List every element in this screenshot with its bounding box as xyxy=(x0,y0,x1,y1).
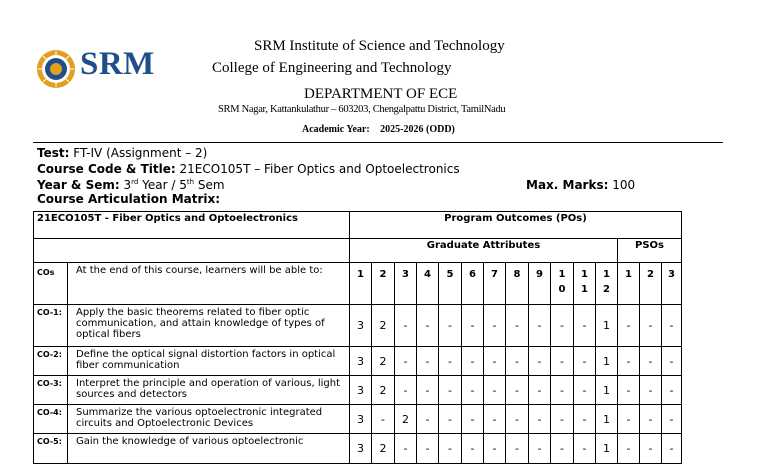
cos-header: COs xyxy=(34,263,68,305)
mapping-cell: - xyxy=(484,347,506,376)
mapping-cell: - xyxy=(417,434,439,464)
address: SRM Nagar, Kattankulathur – 603203, Chengalpattu District, TamilNadu xyxy=(218,104,506,115)
co-label: CO-3: xyxy=(34,376,68,405)
mapping-cell: - xyxy=(506,376,529,405)
mapping-cell: - xyxy=(462,376,484,405)
academic-year-value: 2025-2026 (ODD) xyxy=(380,124,455,135)
mapping-cell: - xyxy=(506,305,529,347)
marks-line xyxy=(526,178,635,192)
co-label: CO-1: xyxy=(34,305,68,347)
mapping-cell: - xyxy=(439,405,462,434)
mapping-cell: - xyxy=(529,376,551,405)
year-line xyxy=(37,178,225,192)
mapping-cell: - xyxy=(640,405,662,434)
test-value: FT-IV (Assignment – 2) xyxy=(73,146,208,160)
po-number-7: 7 xyxy=(484,263,506,305)
po-number-6: 6 xyxy=(462,263,484,305)
mapping-cell: - xyxy=(395,305,417,347)
year-value: 3rd Year / 5th Sem xyxy=(123,178,225,192)
department-name: DEPARTMENT OF ECE xyxy=(304,86,458,102)
psos-header: PSOs xyxy=(618,239,682,263)
co-label: CO-4: xyxy=(34,405,68,434)
mapping-cell: - xyxy=(662,305,682,347)
mapping-cell: - xyxy=(417,376,439,405)
mapping-cell: - xyxy=(484,305,506,347)
mapping-cell: - xyxy=(417,405,439,434)
mapping-cell: - xyxy=(439,376,462,405)
mapping-cell: - xyxy=(417,347,439,376)
mapping-cell: - xyxy=(484,376,506,405)
college-name: College of Engineering and Technology xyxy=(212,60,452,76)
header-divider xyxy=(33,142,723,143)
mapping-cell: - xyxy=(618,376,640,405)
mapping-cell: - xyxy=(574,405,596,434)
srm-seal-icon xyxy=(36,49,76,89)
po-number-10: 10 xyxy=(551,263,574,305)
mapping-cell: - xyxy=(618,405,640,434)
mapping-cell: - xyxy=(640,376,662,405)
mapping-cell: - xyxy=(640,434,662,464)
course-label: Course Code & Title: xyxy=(37,162,176,176)
co-description: Interpret the principle and operation of various, light sources and detectors xyxy=(68,376,350,405)
mapping-cell: - xyxy=(551,434,574,464)
table-row xyxy=(34,434,682,464)
pso-number-1: 1 xyxy=(618,263,640,305)
mapping-cell: - xyxy=(662,347,682,376)
mapping-cell: - xyxy=(640,305,662,347)
course-line xyxy=(37,162,460,176)
mapping-cell: 3 xyxy=(350,376,372,405)
mapping-cell: - xyxy=(574,434,596,464)
mapping-cell: - xyxy=(551,347,574,376)
po-number-3: 3 xyxy=(395,263,417,305)
mapping-cell: 2 xyxy=(395,405,417,434)
mapping-cell: - xyxy=(618,305,640,347)
co-description: Summarize the various optoelectronic integrated circuits and Optoelectronic Devices xyxy=(68,405,350,434)
mapping-cell: - xyxy=(417,305,439,347)
mapping-cell: 1 xyxy=(596,376,618,405)
mapping-cell: - xyxy=(484,434,506,464)
marks-value: 100 xyxy=(612,178,636,192)
mapping-cell: - xyxy=(551,405,574,434)
pso-number-2: 2 xyxy=(640,263,662,305)
mapping-cell: - xyxy=(640,347,662,376)
blank-header-cell xyxy=(34,239,350,263)
graduate-attributes-header: Graduate Attributes xyxy=(350,239,618,263)
srm-logo xyxy=(36,48,176,92)
articulation-matrix xyxy=(33,211,682,464)
mapping-cell: - xyxy=(395,347,417,376)
institute-name: SRM Institute of Science and Technology xyxy=(254,38,505,54)
mapping-cell: - xyxy=(618,347,640,376)
mapping-cell: 1 xyxy=(596,434,618,464)
academic-year xyxy=(302,124,455,135)
mapping-cell: - xyxy=(484,405,506,434)
course-value: 21ECO105T – Fiber Optics and Optoelectronics xyxy=(179,162,460,176)
mapping-cell: - xyxy=(662,405,682,434)
co-label: CO-5: xyxy=(34,434,68,464)
mapping-cell: - xyxy=(574,347,596,376)
mapping-cell: 3 xyxy=(350,405,372,434)
po-number-1: 1 xyxy=(350,263,372,305)
program-outcomes-header: Program Outcomes (POs) xyxy=(350,212,682,239)
year-label: Year & Sem: xyxy=(37,178,120,192)
po-number-5: 5 xyxy=(439,263,462,305)
mapping-cell: 1 xyxy=(596,405,618,434)
po-number-2: 2 xyxy=(372,263,395,305)
mapping-cell: - xyxy=(439,434,462,464)
academic-year-label: Academic Year: xyxy=(302,124,370,135)
mapping-cell: - xyxy=(395,434,417,464)
mapping-cell: 2 xyxy=(372,376,395,405)
co-description: Define the optical signal distortion factors in optical fiber communication xyxy=(68,347,350,376)
mapping-cell: - xyxy=(372,405,395,434)
co-label: CO-2: xyxy=(34,347,68,376)
co-description: Apply the basic theorems related to fiber optic communication, and attain knowledge of types of optical fibers xyxy=(68,305,350,347)
mapping-cell: - xyxy=(662,434,682,464)
po-number-9: 9 xyxy=(529,263,551,305)
logo-wordmark: SRM xyxy=(80,46,155,82)
mapping-cell: - xyxy=(662,376,682,405)
desc-header: At the end of this course, learners will be able to: xyxy=(68,263,350,305)
po-number-4: 4 xyxy=(417,263,439,305)
po-number-11: 11 xyxy=(574,263,596,305)
mapping-cell: 1 xyxy=(596,347,618,376)
mapping-cell: - xyxy=(462,347,484,376)
mapping-cell: - xyxy=(574,376,596,405)
mapping-cell: - xyxy=(462,434,484,464)
mapping-cell: - xyxy=(618,434,640,464)
test-line xyxy=(37,146,207,160)
mapping-cell: - xyxy=(395,376,417,405)
mapping-cell: - xyxy=(529,305,551,347)
pso-number-3: 3 xyxy=(662,263,682,305)
mapping-cell: - xyxy=(506,405,529,434)
mapping-cell: - xyxy=(529,434,551,464)
mapping-cell: - xyxy=(462,405,484,434)
mapping-cell: - xyxy=(439,305,462,347)
mapping-cell: - xyxy=(506,434,529,464)
mapping-cell: - xyxy=(551,305,574,347)
table-row xyxy=(34,376,682,405)
mapping-cell: - xyxy=(574,305,596,347)
table-row xyxy=(34,405,682,434)
mapping-cell: 3 xyxy=(350,434,372,464)
mapping-cell: 3 xyxy=(350,347,372,376)
test-label: Test: xyxy=(37,146,70,160)
mapping-cell: - xyxy=(529,405,551,434)
mapping-cell: 2 xyxy=(372,305,395,347)
mapping-cell: 2 xyxy=(372,434,395,464)
mapping-cell: - xyxy=(439,347,462,376)
po-number-8: 8 xyxy=(506,263,529,305)
mapping-cell: - xyxy=(551,376,574,405)
co-description: Gain the knowledge of various optoelectronic xyxy=(68,434,350,464)
matrix-heading: Course Articulation Matrix: xyxy=(37,192,221,206)
po-number-12: 12 xyxy=(596,263,618,305)
course-title-cell: 21ECO105T - Fiber Optics and Optoelectronics xyxy=(34,212,350,239)
mapping-cell: - xyxy=(462,305,484,347)
mapping-cell: - xyxy=(529,347,551,376)
mapping-cell: 1 xyxy=(596,305,618,347)
table-row xyxy=(34,305,682,347)
mapping-cell: 3 xyxy=(350,305,372,347)
marks-label: Max. Marks: xyxy=(526,178,609,192)
mapping-cell: 2 xyxy=(372,347,395,376)
table-row xyxy=(34,347,682,376)
mapping-cell: - xyxy=(506,347,529,376)
